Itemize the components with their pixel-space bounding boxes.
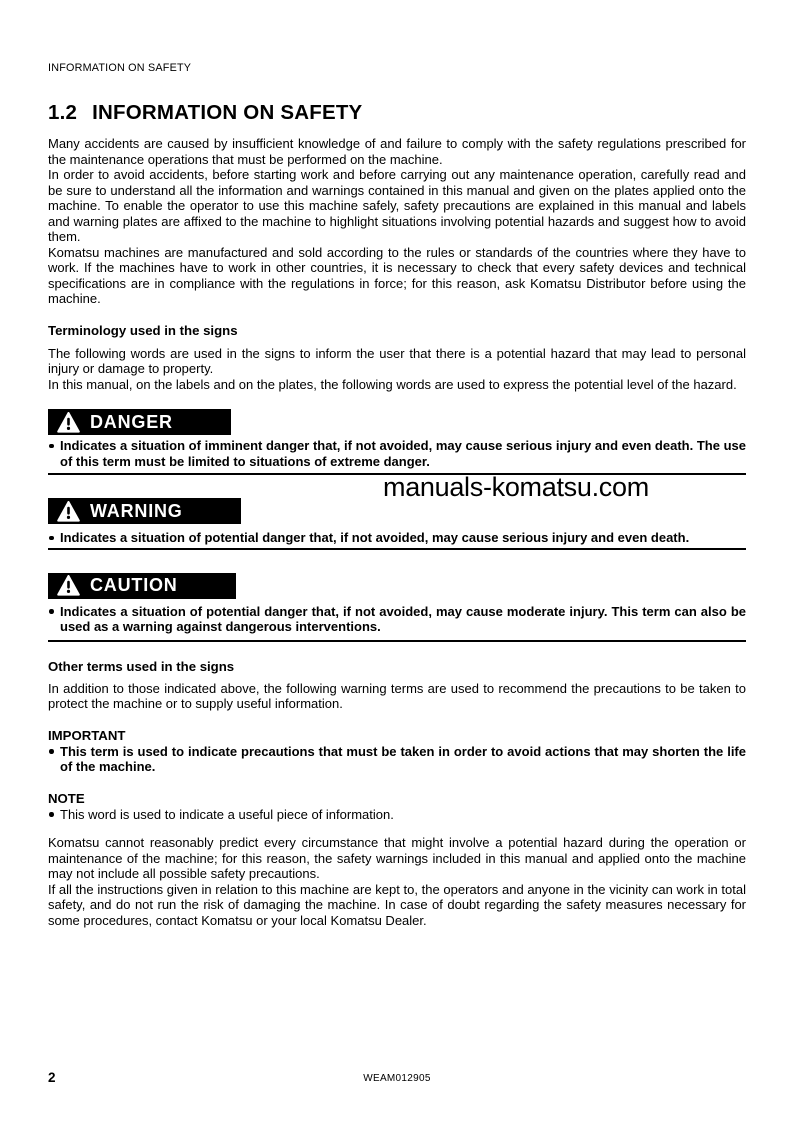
terminology-heading: Terminology used in the signs bbox=[48, 322, 238, 338]
page-number: 2 bbox=[48, 1070, 56, 1085]
warning-banner bbox=[48, 498, 241, 524]
section-title-text: INFORMATION ON SAFETY bbox=[92, 101, 363, 124]
danger-bullet-text: Indicates a situation of imminent danger that, if not avoided, may cause serious injury and even death. The use of this term must be limited to situations of extreme danger. bbox=[60, 438, 746, 469]
intro-paragraphs bbox=[48, 136, 746, 307]
page-title bbox=[48, 101, 746, 125]
paragraph: The following words are used in the signs to inform the user that there is a potential hazard that may lead to personal injury or damage to property. bbox=[48, 345, 746, 376]
warning-triangle-icon bbox=[57, 412, 80, 433]
page-content bbox=[48, 0, 746, 928]
danger-bullet-item bbox=[48, 438, 746, 469]
bullet-dot bbox=[49, 444, 54, 449]
paragraph: Many accidents are caused by insufficient knowledge of and failure to comply with the safety regulations prescribed for the maintenance operations that must be performed on the machine. bbox=[48, 136, 746, 167]
note-heading: NOTE bbox=[48, 790, 85, 806]
bullet-dot bbox=[49, 812, 54, 817]
note-bullet-text: This word is used to indicate a useful piece of information. bbox=[60, 806, 394, 822]
bullet-dot bbox=[49, 536, 54, 541]
document-code: WEAM012905 bbox=[363, 1073, 431, 1084]
other-terms-paragraph bbox=[48, 681, 746, 712]
paragraph: If all the instructions given in relation to this machine are kept to, the operators and anyone in the vicinity can work in total safety, and do not run the risk of damaging the machine. In case of doubt regarding the safety measures necessary for some procedures, contact Komatsu or your local Komatsu Dealer. bbox=[48, 881, 746, 928]
paragraph: Komatsu machines are manufactured and sold according to the rules or standards of the countries where they have to work. If the machines have to work in other countries, it is necessary to check that every safety devices and technical specifications are in compliance with the regulations in force; for this reason, ask Komatsu Distributor before using the machine. bbox=[48, 244, 746, 306]
bullet-dot bbox=[49, 609, 54, 614]
section-number: 1.2 bbox=[48, 101, 78, 124]
bullet-dot bbox=[49, 749, 54, 754]
other-terms-heading: Other terms used in the signs bbox=[48, 658, 235, 674]
warning-triangle-icon bbox=[57, 501, 80, 522]
important-bullet-item bbox=[48, 744, 746, 775]
paragraph: In this manual, on the labels and on the plates, the following words are used to express the potential level of the hazard. bbox=[48, 376, 737, 392]
caution-bullet-item bbox=[48, 604, 746, 635]
caution-label: CAUTION bbox=[90, 575, 178, 595]
warning-label: WARNING bbox=[90, 500, 183, 521]
caution-banner bbox=[48, 573, 236, 599]
warning-triangle-icon bbox=[57, 575, 80, 596]
divider-rule bbox=[48, 640, 746, 642]
warning-bullet-item bbox=[48, 530, 746, 546]
danger-banner bbox=[48, 409, 231, 435]
terminology-paragraphs bbox=[48, 346, 746, 393]
paragraph: Komatsu cannot reasonably predict every circumstance that might involve a potential hazard during the operation or maintenance of the machine; for this reason, the safety warnings included in this manual and applied onto the machine may not include all possible safety precautions. bbox=[48, 835, 746, 881]
note-bullet-item bbox=[48, 807, 746, 823]
caution-bullet-text: Indicates a situation of potential danger that, if not avoided, may cause moderate injury. This term can also be used as a warning against dangerous interventions. bbox=[60, 603, 746, 634]
danger-label: DANGER bbox=[90, 411, 173, 432]
paragraph: In addition to those indicated above, the following warning terms are used to recommend the precautions to be taken to protect the machine or to supply useful information. bbox=[48, 680, 746, 711]
important-bullet-text: This term is used to indicate precautions that must be taken in order to avoid actions that may shorten the life of the machine. bbox=[60, 743, 746, 774]
divider-rule bbox=[48, 548, 746, 550]
important-heading: IMPORTANT bbox=[48, 727, 126, 743]
closing-paragraphs bbox=[48, 835, 746, 928]
running-header: INFORMATION ON SAFETY bbox=[48, 62, 192, 74]
watermark: manuals-komatsu.com bbox=[383, 472, 649, 502]
paragraph: In order to avoid accidents, before starting work and before carrying out any maintenance operation, carefully read and be sure to understand all the information and warnings contained in this manual and given on the plates applied onto the machine. To enable the operator to use this machine safely, safety precautions are explained in this manual and labels and warning plates are affixed to the machine to highlight situations involving potential hazards and suggest how to avoid them. bbox=[48, 167, 746, 244]
warning-bullet-text: Indicates a situation of potential danger that, if not avoided, may cause serious injury and even death. bbox=[60, 530, 690, 545]
